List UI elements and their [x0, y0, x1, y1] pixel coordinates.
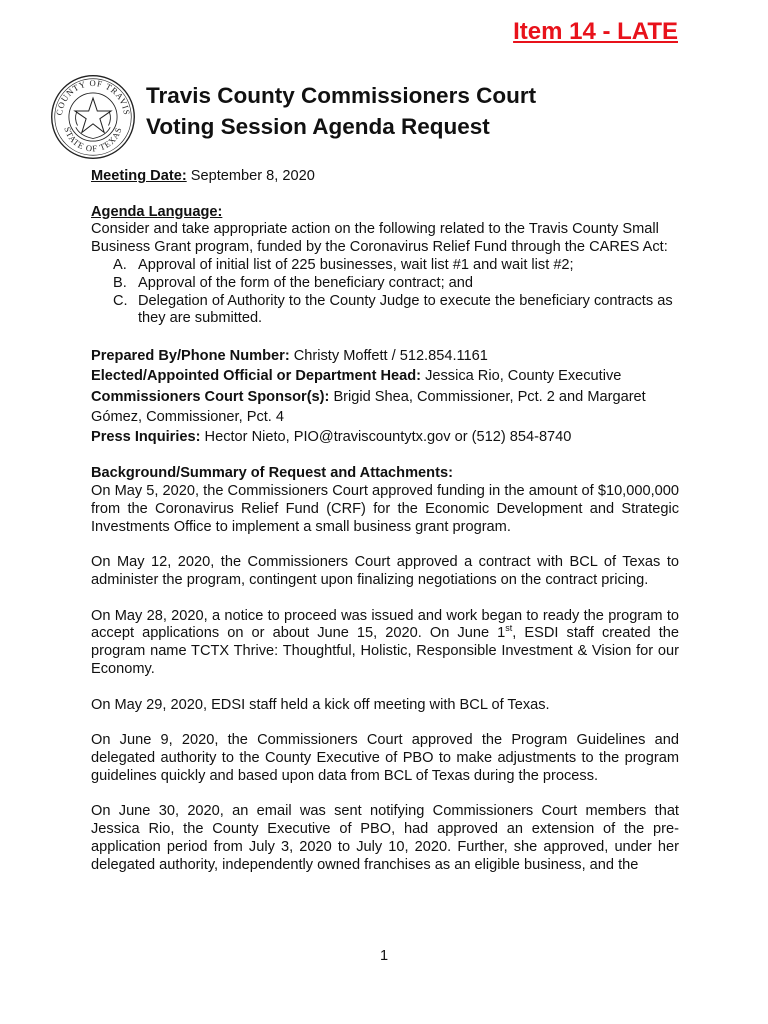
background-paragraph: On May 28, 2020, a notice to proceed was issued and work began to ready the program to accept applications on or about June 15, 2020. On June 1st, ESDI staff created the program name TCTX Thrive: Thoughtful, Holistic, Responsible Investment & Vision for our Economy. [91, 607, 679, 678]
background-paragraph: On May 5, 2020, the Commissioners Court approved funding in the amount of $10,000,000 from the Coronavirus Relief Fund (CRF) for the Economic Development and Strategic Investments Office to implement a small business grant program. [91, 483, 679, 535]
document-title [146, 80, 536, 142]
agenda-item: B. Approval of the form of the beneficiary contract; and [113, 274, 474, 291]
background-label: Background/Summary of Request and Attachments: [91, 465, 453, 482]
prepared-by: Prepared By/Phone Number: Christy Moffett / 512.854.1161 [91, 347, 488, 364]
court-name: Travis County Commissioners Court [146, 83, 537, 108]
seal-top-text: COUNTY OF TRAVIS [53, 78, 132, 116]
press-inquiries: Press Inquiries: Hector Nieto, PIO@traviscountytx.gov or (512) 854-8740 [91, 429, 572, 446]
agenda-items [91, 257, 679, 328]
agenda-item: C. Delegation of Authority to the County Judge to execute the beneficiary contracts as they are submitted. [113, 292, 673, 327]
item-number-label: Item 14 - LATE [513, 18, 678, 45]
seal-bottom-text: STATE OF TEXAS [62, 125, 124, 154]
document-body [91, 168, 679, 875]
meeting-date-value: September 8, 2020 [186, 168, 315, 184]
request-type: Voting Session Agenda Request [146, 114, 490, 139]
travis-county-seal [50, 74, 136, 160]
agenda-intro: Consider and take appropriate action on the following related to the Travis County Small Business Grant program, funded by the Coronavirus Relief Fund through the CARES Act: [91, 221, 668, 256]
court-sponsors: Commissioners Court Sponsor(s): Brigid Shea, Commissioner, Pct. 2 and Margaret Gómez, Commissioner, Pct. 4 [91, 388, 646, 425]
background-paragraph: On May 12, 2020, the Commissioners Court approved a contract with BCL of Texas to administer the program, contingent upon finalizing negotiations on the contract pricing. [91, 554, 679, 589]
page-number: 1 [379, 948, 389, 964]
svg-text:STATE OF TEXAS [62, 126, 123, 154]
background-paragraph: On June 30, 2020, an email was sent notifying Commissioners Court members that Jessica Rio, the County Executive of PBO, had approved an extension of the pre-application period from July 3, 2020 to July 10, 2020. Further, she approved, under her delegated authority, independently owned franchises as an eligible business, and the [91, 803, 679, 873]
background-paragraph: On May 29, 2020, EDSI staff held a kick off meeting with BCL of Texas. [91, 696, 550, 713]
meeting-date [91, 168, 679, 186]
agenda-item: A. Approval of initial list of 225 businesses, wait list #1 and wait list #2; [113, 256, 574, 273]
star-icon [75, 98, 111, 132]
meeting-date-label: Meeting Date: [91, 168, 187, 184]
department-head: Elected/Appointed Official or Department Head: Jessica Rio, County Executive [91, 368, 622, 385]
background-paragraph: On June 9, 2020, the Commissioners Court approved the Program Guidelines and delegated authority to the County Executive of PBO to make adjustments to the program guidelines quickly and based upon data from BCL of Texas during the process. [91, 732, 679, 784]
agenda-language-label: Agenda Language: [91, 203, 223, 220]
contact-info [91, 346, 679, 447]
